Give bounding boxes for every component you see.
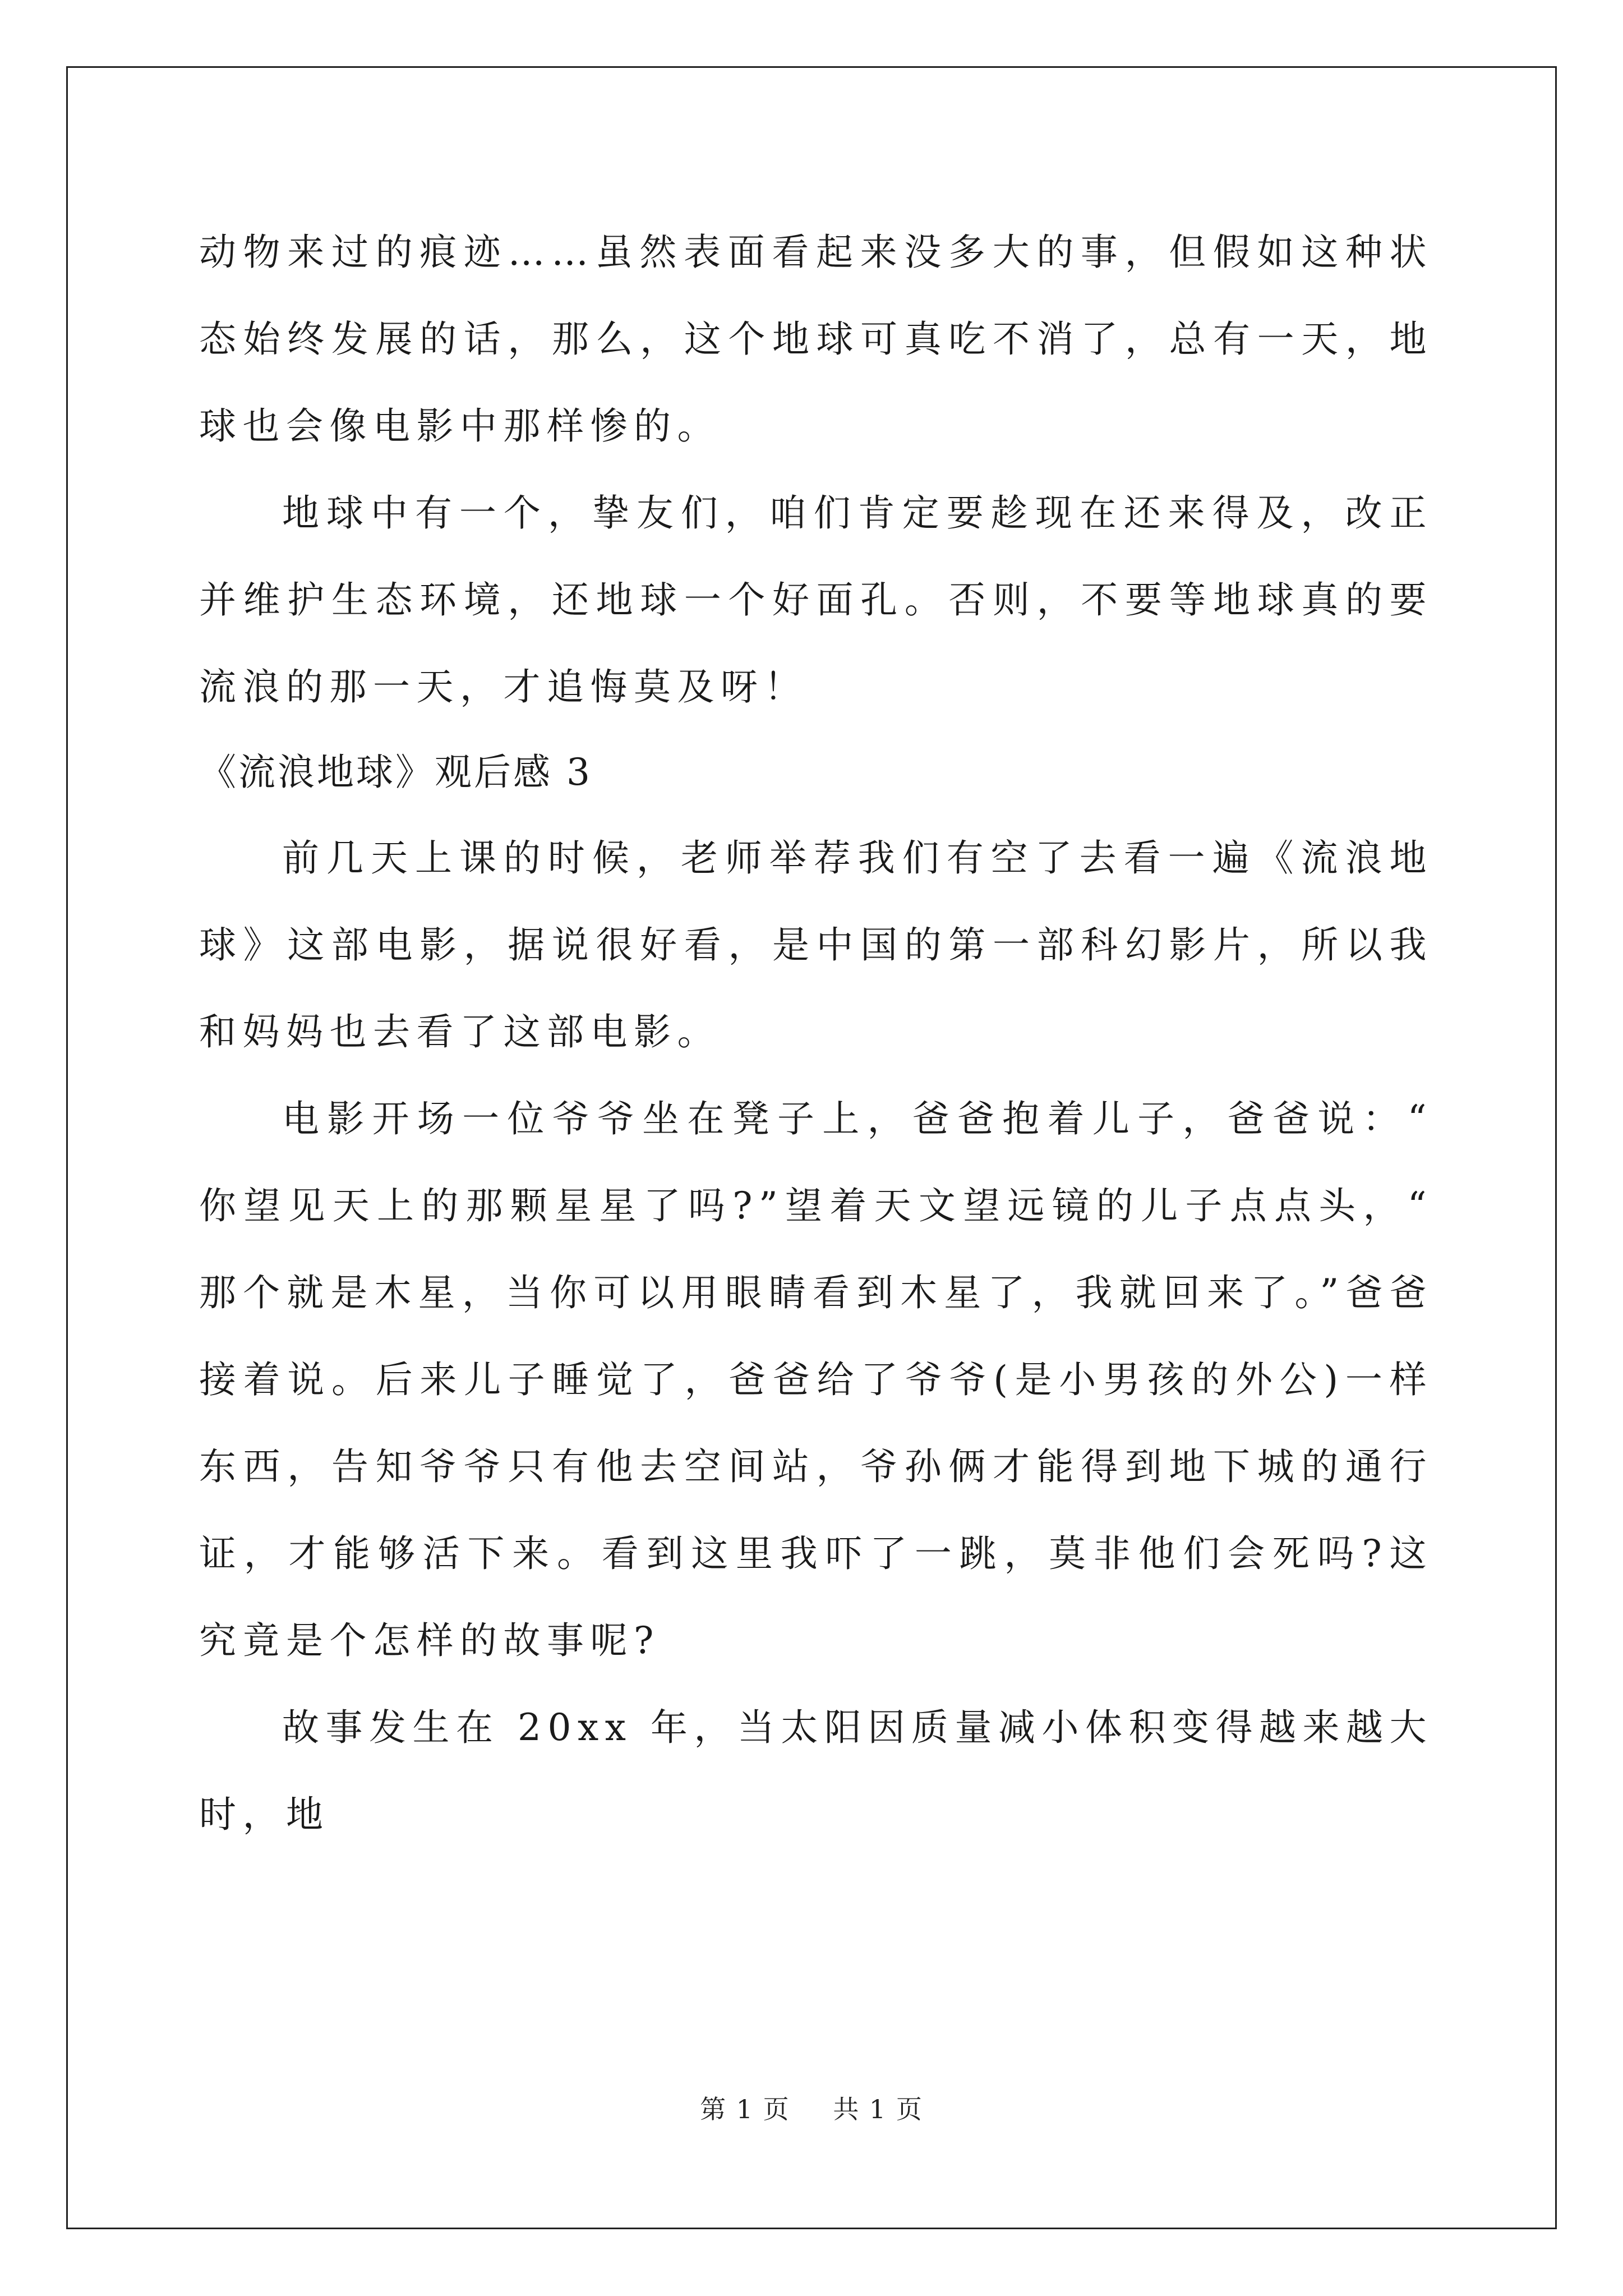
- page-footer: [0, 2089, 1623, 2126]
- section-heading: 《流浪地球》观后感 3: [199, 751, 592, 794]
- document-body: [199, 209, 1433, 1858]
- paragraph: 动物来过的痕迹……虽然表面看起来没多大的事，但假如这种状态始终发展的话，那么，这个地球可真吃不消了，总有一天，地球也会像电影中那样惨的。: [199, 231, 1433, 448]
- page-number: 第 1 页: [700, 2094, 790, 2124]
- paragraph: 前几天上课的时候，老师举荐我们有空了去看一遍《流浪地球》这部电影，据说很好看，是中国的第一部科幻影片，所以我和妈妈也去看了这部电影。: [199, 836, 1433, 1053]
- paragraph: 故事发生在 20xx 年，当太阳因质量减小体积变得越来越大时，地: [199, 1706, 1433, 1836]
- paragraph: 地球中有一个，挚友们，咱们肯定要趁现在还来得及，改正并维护生态环境，还地球一个好面孔。否则，不要等地球真的要流浪的那一天，才追悔莫及呀！: [199, 491, 1433, 708]
- page-total: 共 1 页: [833, 2094, 923, 2124]
- paragraph: 电影开场一位爷爷坐在凳子上，爸爸抱着儿子，爸爸说：“你望见天上的那颗星星了吗?”望着天文望远镜的儿子点点头，“那个就是木星，当你可以用眼睛看到木星了，我就回来了。”爸爸接着说。后来儿子睡觉了，爸爸给了爷爷(是小男孩的外公)一样东西，告知爷爷只有他去空间站，爷孙俩才能得到地下城的通行证，才能够活下来。看到这里我吓了一跳，莫非他们会死吗?这究竟是个怎样的故事呢?: [199, 1097, 1433, 1662]
